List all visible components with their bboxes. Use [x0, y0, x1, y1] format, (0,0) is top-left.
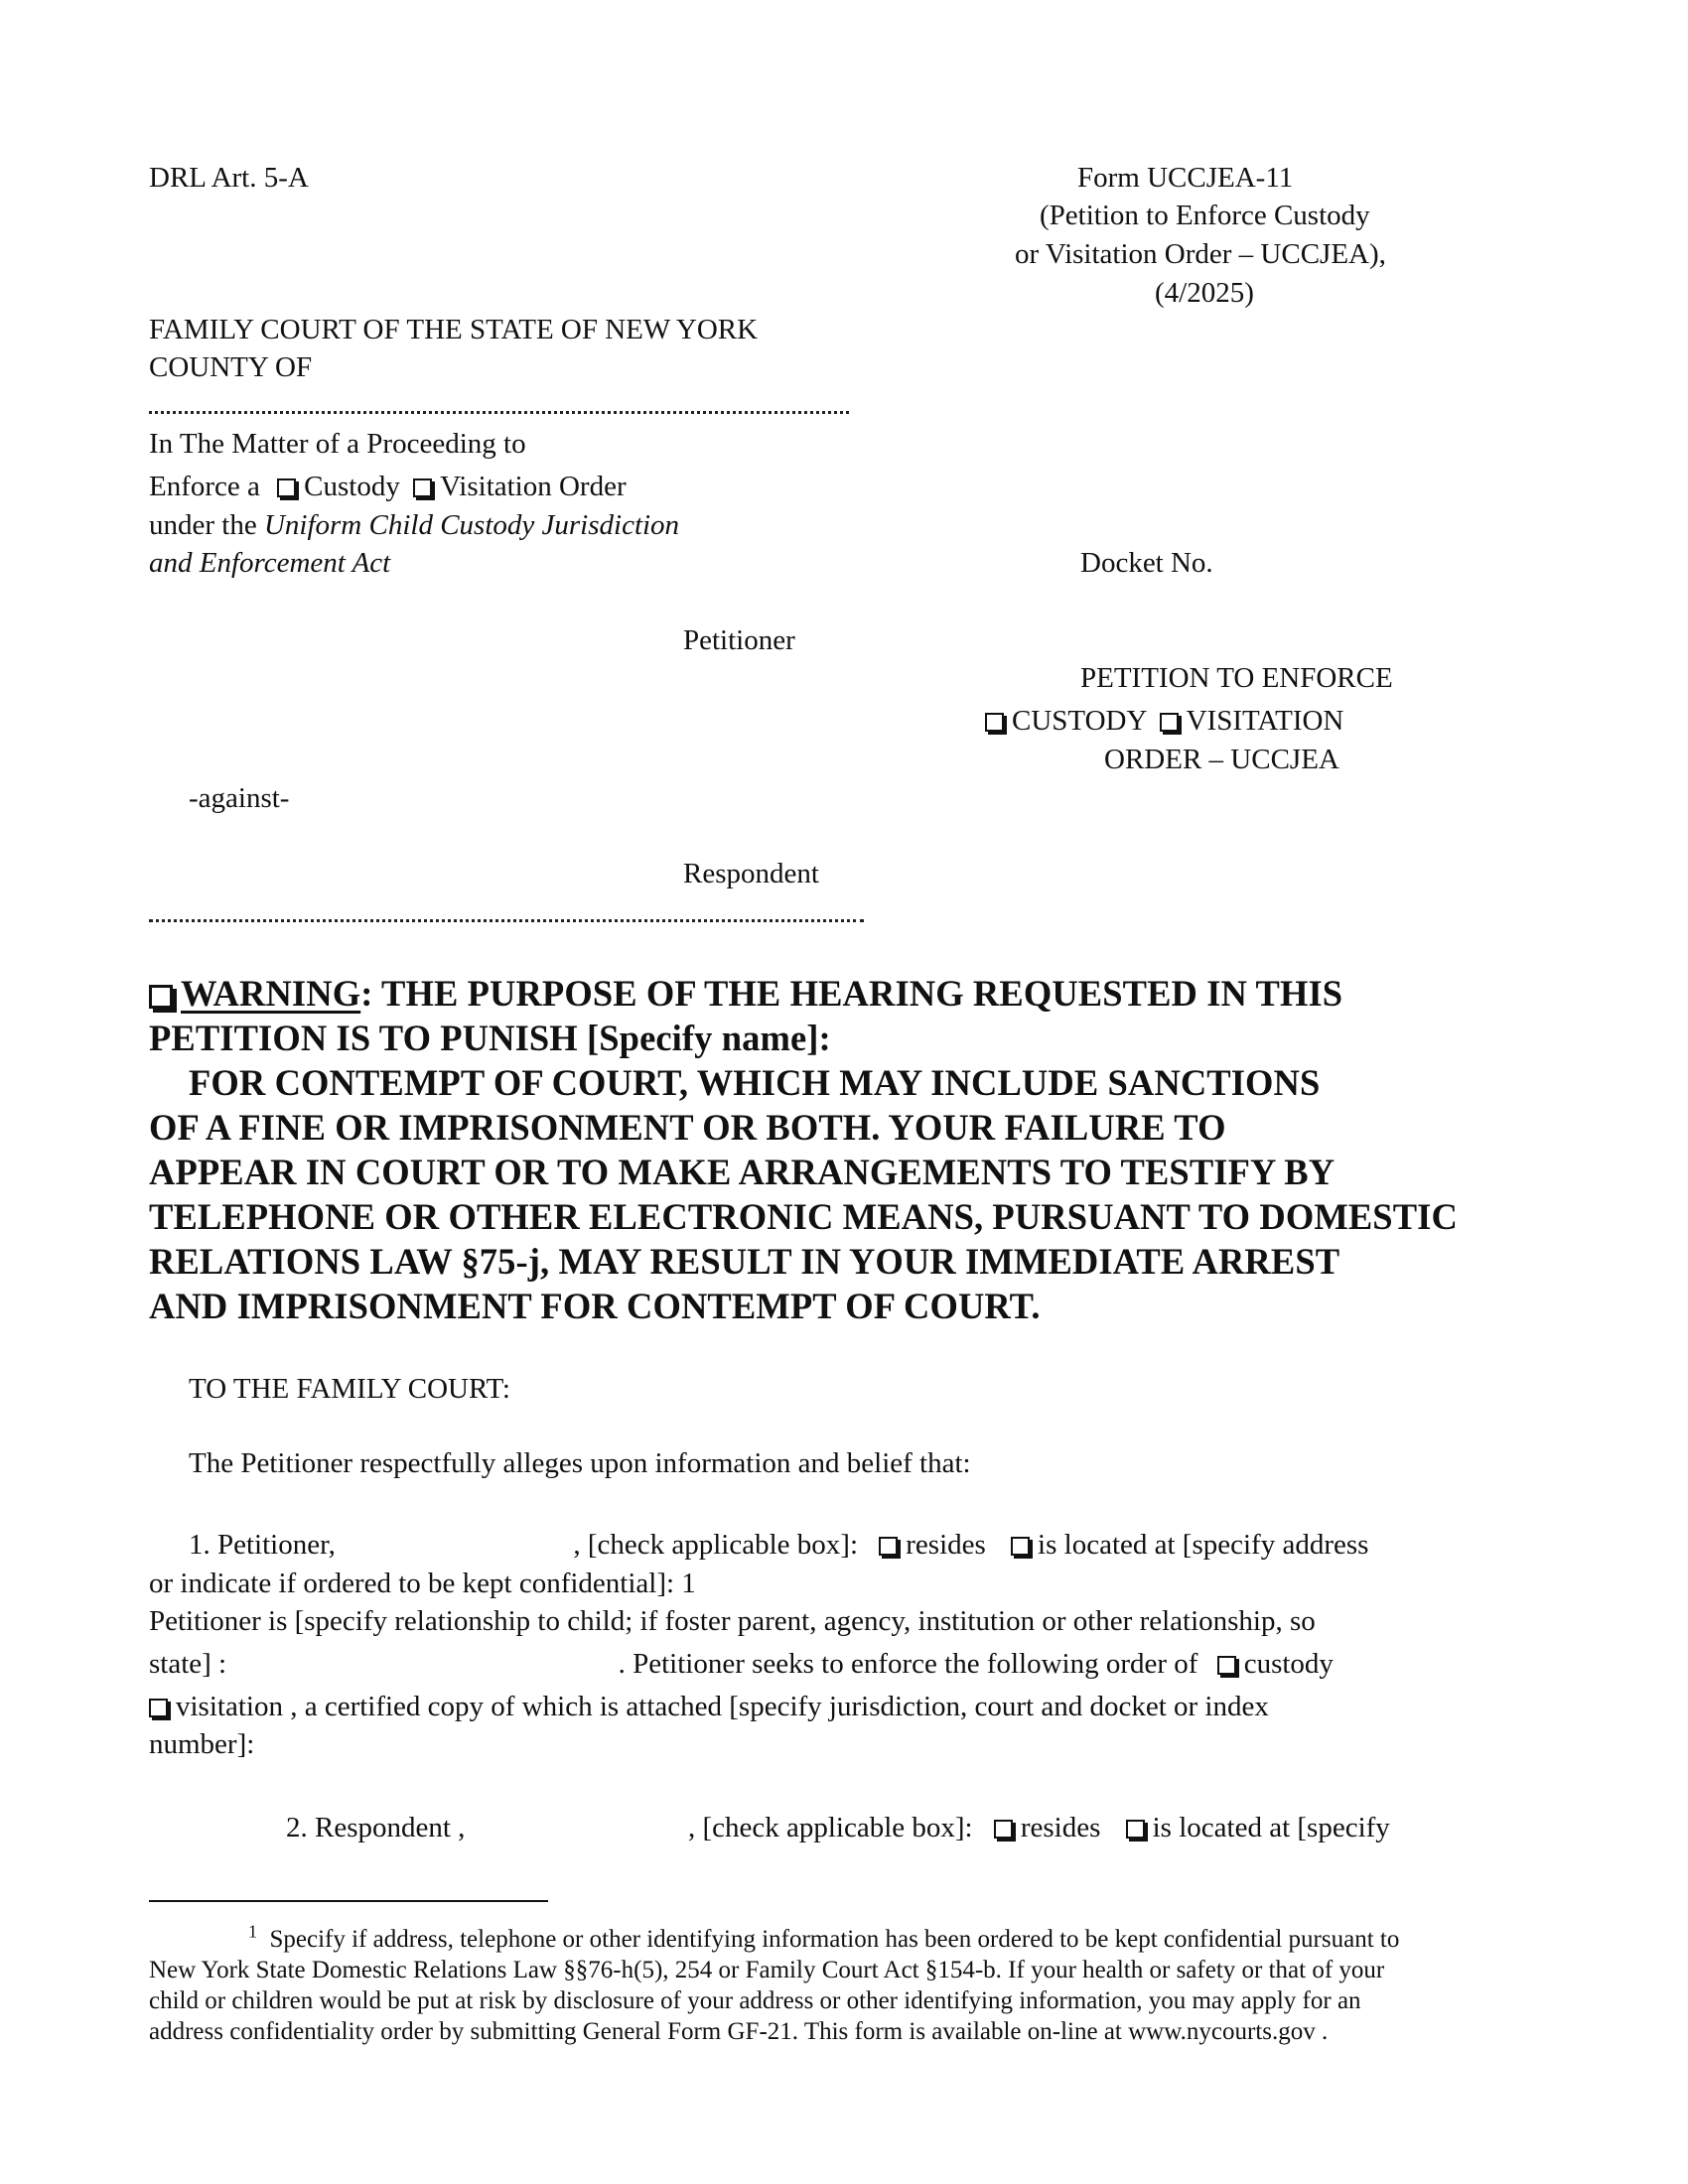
enforce-order-label: . Petitioner seeks to enforce the following order of	[618, 1648, 1198, 1680]
against-label: -against-	[189, 782, 290, 814]
document-title-line-2	[985, 702, 1343, 740]
footnote-line-1: Specify if address, telephone or other identifying information has been ordered to be kept confidential pursuant to	[269, 1926, 1400, 1953]
respondent-resides-checkbox[interactable]	[994, 1820, 1013, 1839]
respondent-specify-label: at [specify	[1261, 1812, 1390, 1843]
respondent-located-checkbox[interactable]	[1126, 1820, 1145, 1839]
paragraph-1-line-4	[149, 1645, 1334, 1683]
order-custody-checkbox[interactable]	[1217, 1656, 1236, 1675]
order-custody-label: custody	[1243, 1648, 1334, 1680]
respondent-resides-label: resides	[1020, 1812, 1101, 1843]
matter-line-3	[149, 506, 679, 544]
petitioner-located-checkbox[interactable]	[1011, 1537, 1030, 1556]
footnote-separator	[149, 1900, 548, 1902]
warning-line-6: TELEPHONE OR OTHER ELECTRONIC MEANS, PURSUANT TO DOMESTIC	[149, 1196, 1458, 1237]
footnote-line-3: child or children would be put at risk by disclosure of your address or other identifying information, you may apply for an	[149, 1987, 1361, 2014]
paragraph-1-line-6: number]:	[149, 1728, 255, 1760]
petitioner-number-label: 1. Petitioner,	[189, 1529, 336, 1561]
matter-line-1: In The Matter of a Proceeding to	[149, 428, 526, 460]
county-label: COUNTY OF	[149, 351, 313, 383]
document-title-line-3: ORDER – UCCJEA	[1104, 744, 1339, 775]
respondent-check-instruction: , [check applicable box]:	[687, 1812, 973, 1843]
warning-label: WARNING	[181, 973, 361, 1014]
paragraph-2-line-1	[286, 1809, 1390, 1846]
doc-visitation-label: VISITATION	[1186, 705, 1344, 737]
warning-line-5: APPEAR IN COURT OR TO MAKE ARRANGEMENTS TO TESTIFY BY	[149, 1152, 1336, 1192]
form-title-line-2: or Visitation Order – UCCJEA),	[1015, 238, 1386, 270]
order-visitation-label: visitation	[176, 1691, 283, 1722]
warning-line-7: RELATIONS LAW §75-j, MAY RESULT IN YOUR IMMEDIATE ARREST	[149, 1241, 1340, 1282]
footnote	[149, 1921, 1559, 2047]
matter-line-2	[149, 468, 627, 505]
state-label: state] :	[149, 1648, 227, 1680]
footnote-marker: 1	[248, 1921, 257, 1942]
doc-custody-label: CUSTODY	[1012, 705, 1147, 737]
is-located-label: is located	[1038, 1529, 1148, 1561]
warning-line-2: PETITION IS TO PUNISH [Specify name]:	[149, 1018, 831, 1058]
warning-checkbox[interactable]	[149, 985, 173, 1009]
allegation-intro: The Petitioner respectfully alleges upon information and belief that:	[189, 1447, 971, 1479]
paragraph-1-line-2: or indicate if ordered to be kept confidential]: 1	[149, 1568, 696, 1599]
custody-checkbox[interactable]	[277, 478, 296, 497]
visitation-order-checkbox[interactable]	[413, 478, 432, 497]
paragraph-1-line-1	[189, 1526, 1368, 1564]
custody-option-label: Custody	[304, 471, 400, 502]
certified-copy-label: , a certified copy of which is attached [specify jurisdiction, court and docket or index	[290, 1691, 1269, 1722]
order-visitation-checkbox[interactable]	[149, 1699, 168, 1717]
caption-divider-top	[149, 411, 849, 414]
document-title-line-1: PETITION TO ENFORCE	[1080, 662, 1393, 694]
act-name-line-2: and Enforcement Act	[149, 547, 391, 579]
docket-number-label: Docket No.	[1080, 547, 1213, 579]
warning-line-3: FOR CONTEMPT OF COURT, WHICH MAY INCLUDE SANCTIONS	[189, 1062, 1321, 1103]
to-family-court: TO THE FAMILY COURT:	[189, 1373, 510, 1405]
respondent-is-located-label: is located	[1152, 1812, 1262, 1843]
resides-label: resides	[906, 1529, 986, 1561]
contempt-warning	[149, 971, 1559, 1328]
warning-line-1: : THE PURPOSE OF THE HEARING REQUESTED IN THIS	[360, 973, 1343, 1014]
form-title-line-1: (Petition to Enforce Custody	[1040, 200, 1370, 231]
paragraph-1-line-5	[149, 1688, 1269, 1725]
doc-visitation-checkbox[interactable]	[1160, 713, 1179, 732]
visitation-order-option-label: Visitation Order	[440, 471, 627, 502]
warning-line-4: OF A FINE OR IMPRISONMENT OR BOTH. YOUR FAILURE TO	[149, 1107, 1226, 1148]
respondent-label: Respondent	[683, 858, 819, 889]
caption-divider-bottom	[149, 919, 864, 922]
act-name-line-1: Uniform Child Custody Jurisdiction	[263, 509, 680, 541]
respondent-number-label: 2. Respondent ,	[286, 1812, 466, 1843]
doc-custody-checkbox[interactable]	[985, 713, 1004, 732]
petitioner-label: Petitioner	[683, 624, 795, 656]
paragraph-1-line-3: Petitioner is [specify relationship to child; if foster parent, agency, institution or other relationship, so	[149, 1605, 1316, 1637]
specify-address-label: at [specify address	[1147, 1529, 1369, 1561]
footnote-line-4: address confidentiality order by submitting General Form GF-21. This form is available on-line at www.nycourts.gov .	[149, 2018, 1329, 2045]
petitioner-resides-checkbox[interactable]	[879, 1537, 898, 1556]
footnote-line-2: New York State Domestic Relations Law §§76-h(5), 254 or Family Court Act §154-b. If your health or safety or that of your	[149, 1957, 1385, 1983]
warning-line-8: AND IMPRISONMENT FOR CONTEMPT OF COURT.	[149, 1286, 1041, 1326]
under-the-label: under the	[149, 509, 257, 541]
statute-reference: DRL Art. 5-A	[149, 162, 309, 194]
check-box-instruction: , [check applicable box]:	[573, 1529, 859, 1561]
form-date: (4/2025)	[1155, 277, 1254, 309]
enforce-a-label: Enforce a	[149, 471, 260, 502]
court-name: FAMILY COURT OF THE STATE OF NEW YORK	[149, 314, 759, 345]
form-number: Form UCCJEA-11	[1077, 162, 1294, 194]
